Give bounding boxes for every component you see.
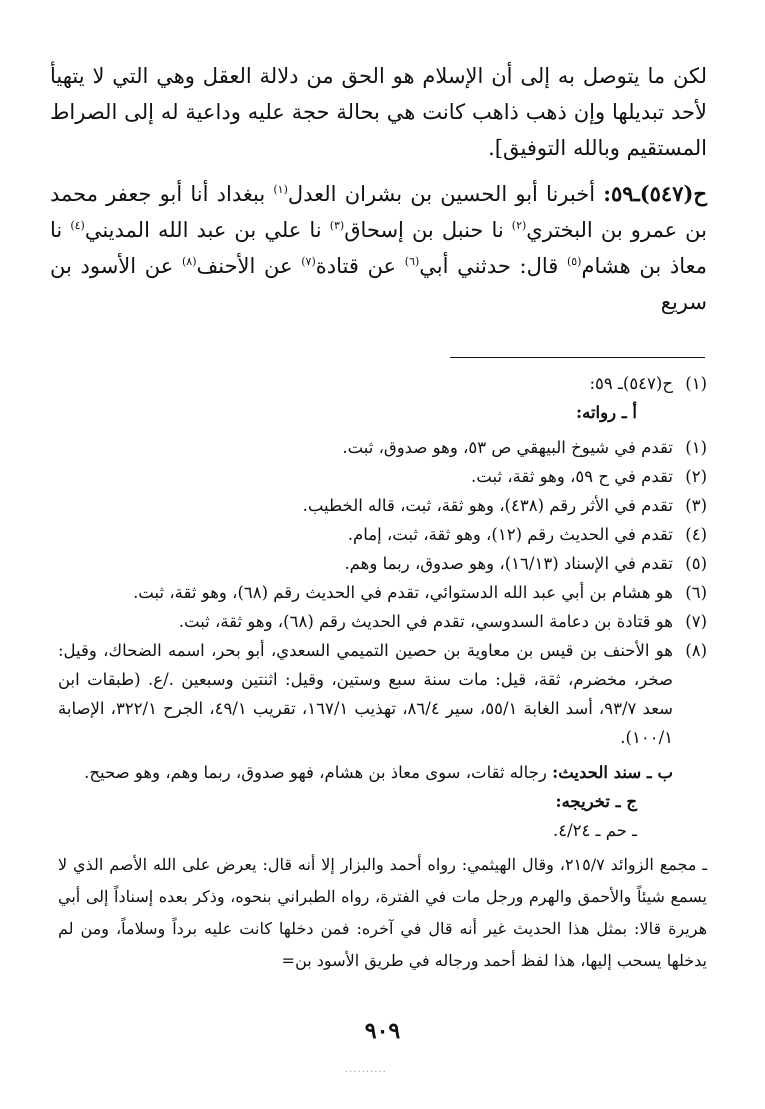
narrator-note bbox=[58, 433, 707, 462]
text-segment: قال: حدثني أبي bbox=[419, 254, 567, 278]
narrator-text: تقدم في ح ٥٩، وهو ثقة، ثبت. bbox=[471, 467, 673, 486]
sanad-section bbox=[58, 758, 707, 787]
narrator-text: تقدم في الحديث رقم (١٢)، وهو ثقة، ثبت، إمام. bbox=[347, 525, 673, 544]
page-number: ٩٠٩ bbox=[364, 1018, 401, 1044]
narrator-note bbox=[58, 607, 707, 636]
text-segment: ببغداد أنا أبو جعفر محمد بن عمرو بن البختري bbox=[50, 182, 708, 242]
page-dots: .......... bbox=[345, 1064, 387, 1075]
narrator-number: (٨) bbox=[685, 641, 707, 660]
hadith-reference: ح(٥٤٧)ـ٥٩: bbox=[603, 181, 707, 206]
narrator-note bbox=[58, 462, 707, 491]
narrator-text: تقدم في شيوخ البيهقي ص ٥٣، وهو صدوق، ثبت. bbox=[342, 438, 673, 457]
paragraph-1: لكن ما يتوصل به إلى أن الإسلام هو الحق من دلالة العقل وهي التي لا يتهيأ لأحد تبديلها وإن ذهب ذاهب كانت هي بحالة حجة عليه وداعية له إلى الصراط المستقيم وبالله التوفيق]. bbox=[50, 64, 707, 160]
narrator-text: هو هشام بن أبي عبد الله الدستوائي، تقدم في الحديث رقم (٦٨)، وهو ثقة، ثبت. bbox=[133, 583, 673, 602]
hadith-paragraph bbox=[50, 176, 707, 320]
narrator-note bbox=[58, 636, 707, 752]
ruwat-label: أ ـ رواته: bbox=[576, 403, 637, 422]
takhrij-label: ج ـ تخريجه: bbox=[555, 792, 637, 811]
narrator-note bbox=[58, 578, 707, 607]
text-segment: عن قتادة bbox=[315, 254, 405, 278]
narrator-number: (١) bbox=[685, 438, 707, 457]
footnote-ref[interactable]: (٨) bbox=[181, 255, 197, 268]
footnote-ref[interactable]: (٣) bbox=[329, 219, 345, 232]
narrator-number: (٤) bbox=[685, 525, 707, 544]
narrator-number: (٧) bbox=[685, 612, 707, 631]
narrator-number: (٦) bbox=[685, 583, 707, 602]
footnote-ref[interactable]: (٢) bbox=[511, 219, 527, 232]
main-text bbox=[50, 58, 707, 320]
sanad-text: رجاله ثقات، سوى معاذ بن هشام، فهو صدوق، ربما وهم، وهو صحيح. bbox=[84, 763, 553, 782]
footnote-heading-text: ح(٥٤٧)ـ ٥٩: bbox=[589, 374, 673, 393]
footnote-ref[interactable]: (١) bbox=[273, 183, 288, 196]
narrator-text: تقدم في الأثر رقم (٤٣٨)، وهو ثقة، ثبت، قاله الخطيب. bbox=[302, 496, 673, 515]
musnad-reference: ـ حم ـ ٤/٢٤. bbox=[553, 821, 637, 840]
footnote-separator bbox=[450, 357, 705, 358]
text-segment: عن الأحنف bbox=[196, 254, 302, 278]
narrator-note bbox=[58, 491, 707, 520]
text-segment: أخبرنا أبو الحسين بن بشران العدل bbox=[287, 182, 604, 206]
narrator-text: هو قتادة بن دعامة السدوسي، تقدم في الحديث رقم (٦٨)، وهو ثقة، ثبت. bbox=[178, 612, 673, 631]
narrator-text: هو الأحنف بن قيس بن معاوية بن حصين التميمي السعدي، أبو بحر، اسمه الضحاك، وقيل: صخر، مخضرم، ثقة، قيل: مات سنة سبع وستين، وقيل: اثنتين وسبعين ./ع. (طبقات ابن سعد ٩٣/٧، أسد الغابة ٥٥/١، سير ٨٦/٤، تهذيب ١٦٧/١، تقريب ٤٩/١، الجرح ٣٢٢/١، الإصابة ١٠٠/١). bbox=[58, 641, 673, 747]
text-segment: نا علي بن عبد الله المديني bbox=[84, 218, 330, 242]
footnote-heading bbox=[58, 369, 707, 398]
narrator-number: (٥) bbox=[685, 554, 707, 573]
footnote-ref[interactable]: (٤) bbox=[70, 219, 85, 232]
footnote-ref[interactable]: (٦) bbox=[404, 255, 420, 268]
text-segment: نا معاذ بن هشام bbox=[50, 218, 707, 278]
narrator-text: تقدم في الإسناد (١٦/١٣)، وهو صدوق، ربما وهم. bbox=[344, 554, 673, 573]
footnote-ref[interactable]: (٥) bbox=[566, 255, 582, 268]
sanad-label: ب ـ سند الحديث: bbox=[552, 763, 673, 782]
footnote-number: (١) bbox=[685, 374, 707, 393]
text-segment: عن الأسود بن سريع bbox=[50, 254, 707, 314]
narrator-number: (٢) bbox=[685, 467, 707, 486]
majma-reference: ـ مجمع الزوائد ٢١٥/٧، وقال الهيثمي: رواه أحمد والبزار إلا أنه قال: يعرض على الله الأصم الذي لا يسمع شيئاً والأحمق والهرم ورجل مات في الفترة، رواه الطبراني بنحوه، وذكر بعده إسناداً إلى أبي هريرة قالا: بمثل هذا الحديث غير أنه قال في آخره: فمن دخلها كانت عليه برداً وسلاماً، ومن لم يدخلها يسحب إليها، هذا لفظ أحمد ورجاله في طريق الأسود بن= bbox=[58, 855, 708, 970]
footnotes bbox=[58, 369, 707, 977]
narrator-note bbox=[58, 520, 707, 549]
narrator-number: (٣) bbox=[685, 496, 707, 515]
narrator-note bbox=[58, 549, 707, 578]
text-segment: نا حنبل بن إسحاق bbox=[344, 218, 512, 242]
footnote-ref[interactable]: (٧) bbox=[301, 255, 316, 268]
